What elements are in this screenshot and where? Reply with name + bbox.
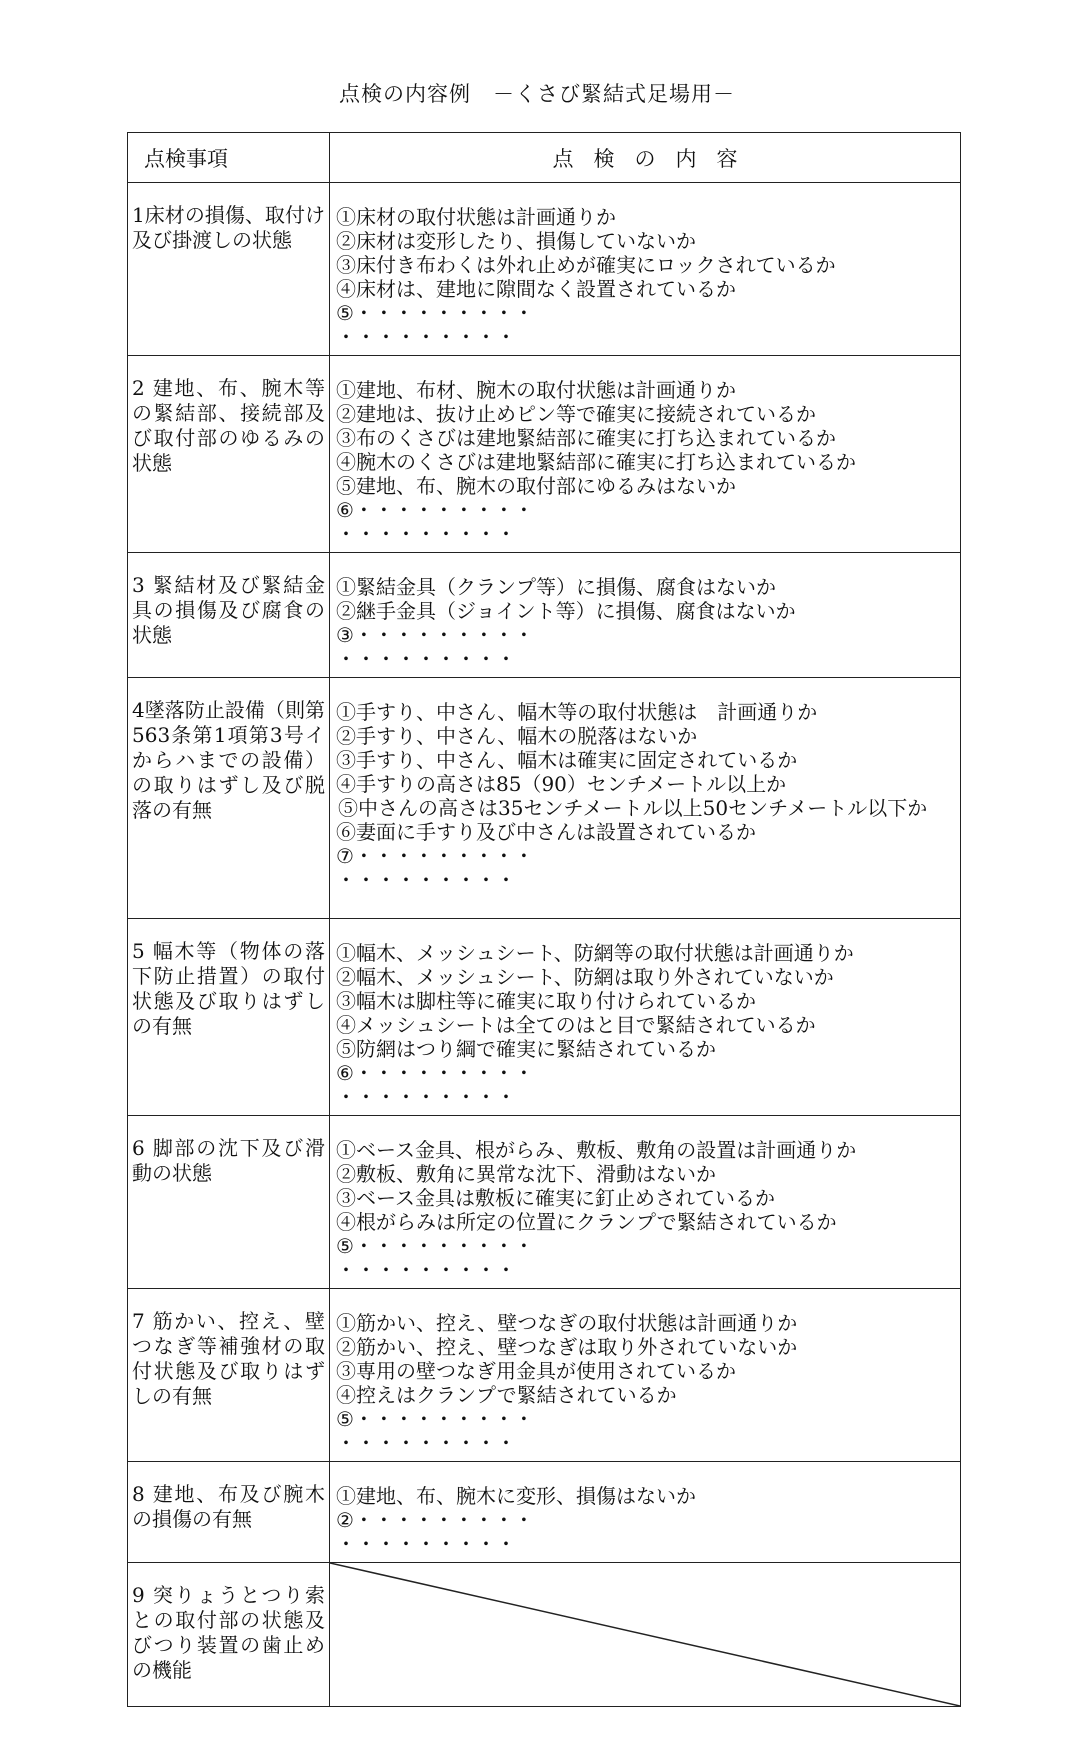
check-line-placeholder: ⑦・・・・・・・・・ bbox=[336, 844, 534, 868]
check-line: ②継手金具（ジョイント等）に損傷、腐食はないか bbox=[336, 599, 796, 623]
check-line: ②床材は変形したり、損傷していないか bbox=[336, 229, 696, 253]
inspection-item: 2 建地、布、腕木等の緊結部、接続部及び取付部のゆるみの状態 bbox=[128, 356, 330, 553]
table-row bbox=[128, 1563, 961, 1707]
check-line-placeholder: ・・・・・・・・・ bbox=[336, 647, 516, 671]
check-line-placeholder: ⑥・・・・・・・・・ bbox=[336, 1061, 534, 1085]
check-line-placeholder: ⑤・・・・・・・・・ bbox=[336, 1234, 534, 1258]
inspection-item: 9 突りょうとつり索との取付部の状態及びつり装置の歯止めの機能 bbox=[128, 1563, 330, 1707]
check-line: ④床材は、建地に隙間なく設置されているか bbox=[336, 277, 736, 301]
check-line: ③手すり、中さん、幅木は確実に固定されているか bbox=[336, 748, 798, 772]
table-row bbox=[128, 1116, 961, 1289]
inspection-item: 7 筋かい、控え、壁つなぎ等補強材の取付状態及び取りはずしの有無 bbox=[128, 1289, 330, 1462]
check-line-placeholder: ③・・・・・・・・・ bbox=[336, 623, 534, 647]
check-line: ③布のくさびは建地緊結部に確実に打ち込まれているか bbox=[336, 426, 836, 450]
check-line: ⑥妻面に手すり及び中さんは設置されているか bbox=[336, 820, 756, 844]
check-line: ④腕木のくさびは建地緊結部に確実に打ち込まれているか bbox=[336, 450, 856, 474]
inspection-item: 4墜落防止設備（則第563条第1項第3号イからハまでの設備）の取りはずし及び脱落の有無 bbox=[128, 678, 330, 919]
check-line: ①緊結金具（クランプ等）に損傷、腐食はないか bbox=[336, 575, 776, 599]
check-line-placeholder: ・・・・・・・・・ bbox=[336, 325, 516, 349]
check-line: ④控えはクランプで緊結されているか bbox=[336, 1383, 677, 1407]
check-line-placeholder: ②・・・・・・・・・ bbox=[336, 1508, 534, 1532]
check-line-placeholder: ・・・・・・・・・ bbox=[336, 1532, 516, 1556]
check-line: ③床付き布わくは外れ止めが確実にロックされているか bbox=[336, 253, 836, 277]
check-line-placeholder: ・・・・・・・・・ bbox=[336, 1431, 516, 1455]
check-line: ③専用の壁つなぎ用金具が使用されているか bbox=[336, 1359, 736, 1383]
table-row bbox=[128, 919, 961, 1116]
check-line: ①筋かい、控え、壁つなぎの取付状態は計画通りか bbox=[336, 1311, 798, 1335]
check-line: ②幅木、メッシュシート、防網は取り外されていないか bbox=[336, 965, 834, 989]
inspection-content bbox=[330, 356, 961, 553]
check-line-placeholder: ・・・・・・・・・ bbox=[336, 868, 516, 892]
check-line: ②筋かい、控え、壁つなぎは取り外されていないか bbox=[336, 1335, 798, 1359]
check-line: ③幅木は脚柱等に確実に取り付けられているか bbox=[336, 989, 756, 1013]
check-line: ①手すり、中さん、幅木等の取付状態は 計画通りか bbox=[336, 700, 818, 724]
table-row bbox=[128, 678, 961, 919]
inspection-content bbox=[330, 553, 961, 678]
check-line: ①幅木、メッシュシート、防網等の取付状態は計画通りか bbox=[336, 941, 854, 965]
header-content-label: 点検の内容 bbox=[330, 133, 961, 183]
inspection-item: 3 緊結材及び緊結金具の損傷及び腐食の状態 bbox=[128, 553, 330, 678]
check-line: ①床材の取付状態は計画通りか bbox=[336, 205, 616, 229]
check-line-placeholder: ・・・・・・・・・ bbox=[336, 1085, 516, 1109]
table-body bbox=[128, 183, 961, 1707]
check-line: ④メッシュシートは全てのはと目で緊結されているか bbox=[336, 1013, 816, 1037]
inspection-content bbox=[330, 1289, 961, 1462]
inspection-item: 8 建地、布及び腕木の損傷の有無 bbox=[128, 1462, 330, 1563]
inspection-item: 1床材の損傷、取付け及び掛渡しの状態 bbox=[128, 183, 330, 356]
check-line: ⑤建地、布、腕木の取付部にゆるみはないか bbox=[336, 474, 736, 498]
check-line-placeholder: ⑥・・・・・・・・・ bbox=[336, 498, 534, 522]
table-row bbox=[128, 553, 961, 678]
check-line-placeholder: ⑤・・・・・・・・・ bbox=[336, 1407, 534, 1431]
inspection-content bbox=[330, 678, 961, 919]
inspection-content bbox=[330, 183, 961, 356]
check-line: ①建地、布、腕木に変形、損傷はないか bbox=[336, 1484, 696, 1508]
check-line-placeholder: ⑤・・・・・・・・・ bbox=[336, 301, 534, 325]
check-line: ①ベース金具、根がらみ、敷板、敷角の設置は計画通りか bbox=[336, 1138, 857, 1162]
inspection-table bbox=[127, 132, 961, 1707]
check-line: ③ベース金具は敷板に確実に釘止めされているか bbox=[336, 1186, 775, 1210]
header-item-label: 点検事項 bbox=[128, 133, 330, 183]
inspection-content bbox=[330, 1462, 961, 1563]
check-line: ①建地、布材、腕木の取付状態は計画通りか bbox=[336, 378, 736, 402]
check-line: ④手すりの高さは85（90）センチメートル以上か bbox=[336, 772, 787, 796]
table-row bbox=[128, 183, 961, 356]
check-line-placeholder: ・・・・・・・・・ bbox=[336, 1258, 516, 1282]
table-header-row bbox=[128, 133, 961, 183]
document-title: 点検の内容例 －くさび緊結式足場用－ bbox=[339, 82, 735, 106]
check-line: ⑤防網はつり綱で確実に緊結されているか bbox=[336, 1037, 716, 1061]
check-line: ②建地は、抜け止めピン等で確実に接続されているか bbox=[336, 402, 816, 426]
inspection-item: 6 脚部の沈下及び滑動の状態 bbox=[128, 1116, 330, 1289]
check-line: ⑤中さんの高さは35センチメートル以上50センチメートル以下か bbox=[338, 796, 928, 820]
table-row bbox=[128, 1462, 961, 1563]
check-line-placeholder: ・・・・・・・・・ bbox=[336, 522, 516, 546]
table-row bbox=[128, 356, 961, 553]
check-line: ②手すり、中さん、幅木の脱落はないか bbox=[336, 724, 698, 748]
inspection-item: 5 幅木等（物体の落下防止措置）の取付状態及び取りはずしの有無 bbox=[128, 919, 330, 1116]
inspection-content bbox=[330, 1116, 961, 1289]
table-row bbox=[128, 1289, 961, 1462]
check-line: ④根がらみは所定の位置にクランプで緊結されているか bbox=[336, 1210, 837, 1234]
inspection-content bbox=[330, 919, 961, 1116]
blank-content-cell bbox=[330, 1563, 961, 1707]
check-line: ②敷板、敷角に異常な沈下、滑動はないか bbox=[336, 1162, 716, 1186]
diagonal-strike bbox=[330, 1563, 960, 1706]
